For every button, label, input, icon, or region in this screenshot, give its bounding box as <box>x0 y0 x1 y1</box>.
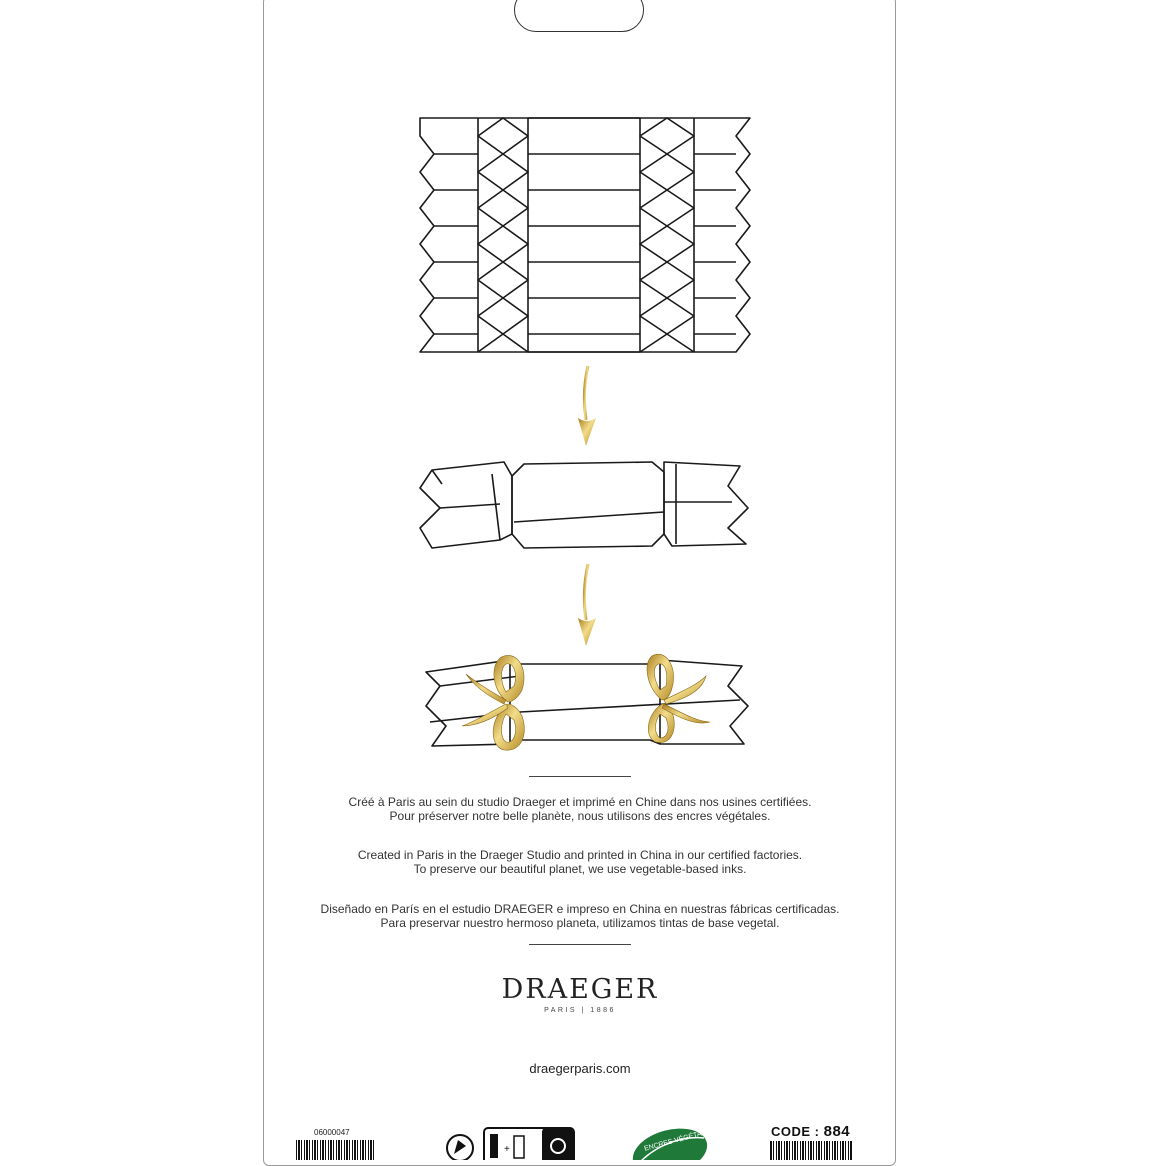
svg-text:+: + <box>504 1144 510 1155</box>
product-code <box>771 1123 850 1140</box>
brand-tagline: PARIS | 1886 <box>544 1007 616 1014</box>
website-link[interactable]: draegerparis.com <box>529 1061 631 1076</box>
text-line: To preserve our beautiful planet, we use vegetable-based inks. <box>413 862 747 876</box>
code-label: CODE : <box>771 1124 820 1139</box>
cracker-rolled <box>420 462 748 548</box>
barcode <box>296 1140 376 1160</box>
arrow-down-icon <box>578 564 596 646</box>
vegetable-ink-badge-icon <box>628 1121 716 1160</box>
svg-text:ENCRES VÉGÉTALES: ENCRES VÉGÉTALES <box>643 1127 716 1153</box>
text-spanish <box>300 902 860 930</box>
product-barcode <box>770 1141 852 1160</box>
text-french <box>300 795 860 823</box>
ribbon-bow-icon <box>647 654 710 742</box>
text-line: Créé à Paris au sein du studio Draeger et imprimé en Chine dans nos usines certifiées. <box>348 795 812 809</box>
divider-top <box>529 776 631 777</box>
recycling-icon <box>447 1128 574 1160</box>
barcode-number: 06000047 <box>314 1128 350 1137</box>
text-line: Diseñado en París en el estudio DRAEGER e impreso en China en nuestras fábricas certificadas. <box>320 902 840 916</box>
arrow-down-icon <box>578 366 596 446</box>
cracker-tied <box>426 654 748 750</box>
brand-logo: DRAEGER <box>501 974 659 1005</box>
text-line: Pour préserver notre belle planète, nous utilisons des encres végétales. <box>389 809 771 823</box>
cracker-flat-template <box>420 118 750 352</box>
text-line: Para preservar nuestro hermoso planeta, utilizamos tintas de base vegetal. <box>380 916 780 930</box>
code-value: 884 <box>823 1123 851 1140</box>
text-english <box>300 848 860 876</box>
ribbon-bow-icon <box>462 655 524 750</box>
text-line: Created in Paris in the Draeger Studio and printed in China in our certified factories. <box>357 848 803 862</box>
divider-bottom <box>529 944 631 945</box>
